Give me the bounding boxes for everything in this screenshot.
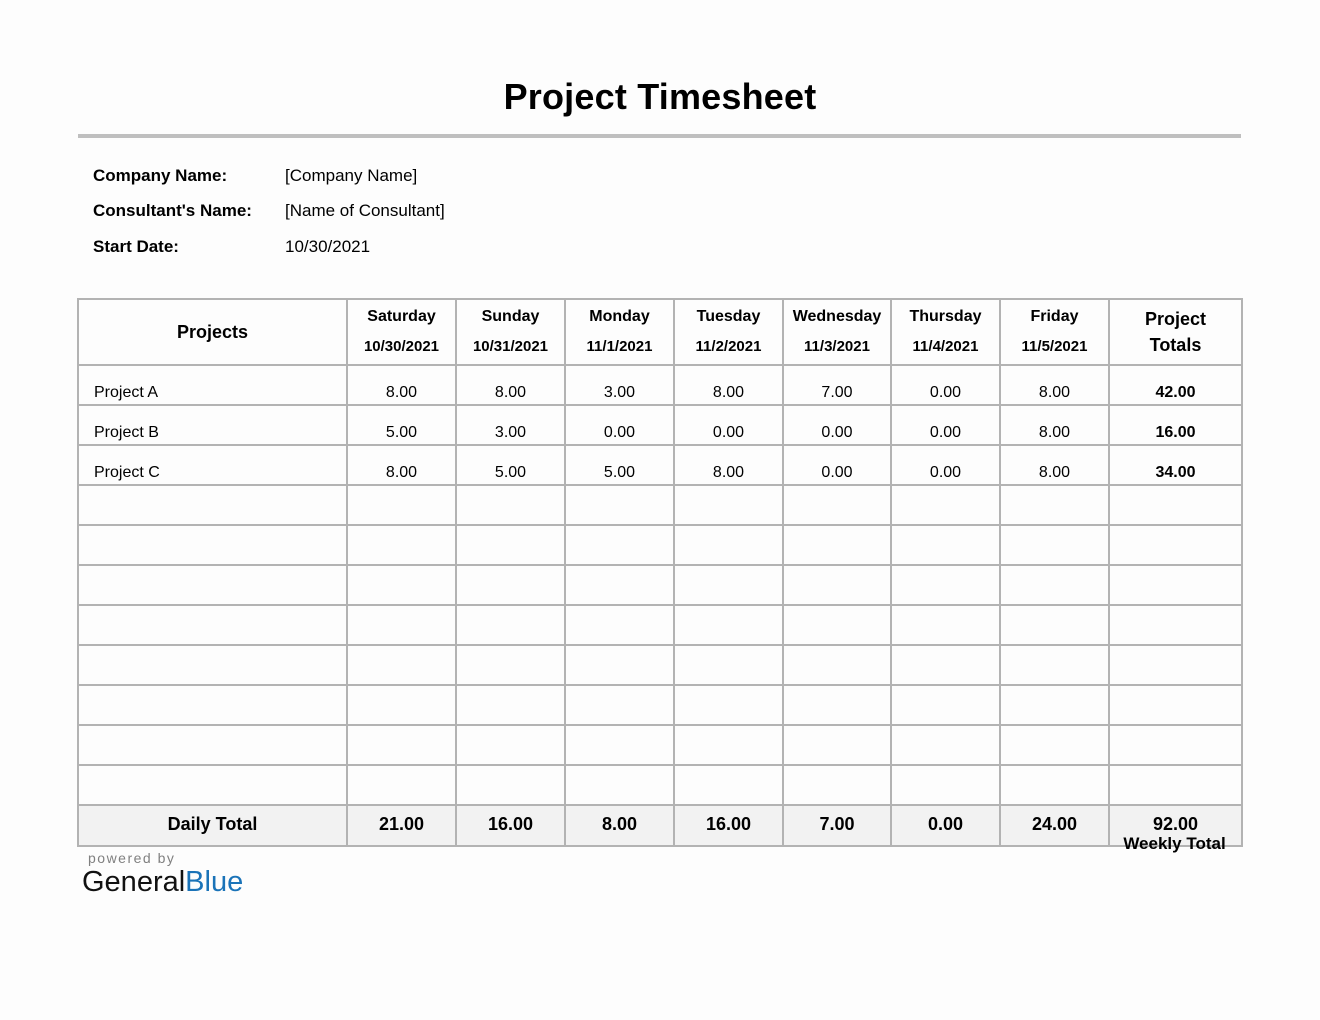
hours-cell[interactable]: 3.00 <box>565 365 674 405</box>
hours-cell[interactable]: 8.00 <box>347 365 456 405</box>
hours-cell[interactable] <box>565 685 674 725</box>
hours-cell[interactable]: 8.00 <box>1000 445 1109 485</box>
start-date-value[interactable]: 10/30/2021 <box>285 237 371 256</box>
brand-blue: Blue <box>185 866 244 898</box>
hours-cell[interactable]: 0.00 <box>891 405 1000 445</box>
project-name-cell[interactable] <box>78 765 347 805</box>
hours-cell[interactable] <box>456 485 565 525</box>
daily-total-cell: 16.00 <box>674 805 783 846</box>
hours-cell[interactable] <box>783 725 891 765</box>
header-row <box>78 299 1242 365</box>
project-total-cell <box>1109 645 1242 685</box>
table-row-empty <box>78 765 1242 805</box>
hours-cell[interactable] <box>347 525 456 565</box>
table-row-empty <box>78 565 1242 605</box>
powered-by-text: powered by <box>88 850 176 866</box>
day-header: Saturday 10/30/2021 <box>347 299 456 365</box>
project-total-cell <box>1109 765 1242 805</box>
hours-cell[interactable] <box>674 605 783 645</box>
project-total-cell <box>1109 565 1242 605</box>
project-name-cell[interactable]: Project B <box>78 405 347 445</box>
project-total-cell <box>1109 725 1242 765</box>
hours-cell[interactable]: 8.00 <box>674 365 783 405</box>
hours-cell[interactable]: 8.00 <box>1000 405 1109 445</box>
hours-cell[interactable] <box>891 605 1000 645</box>
hours-cell[interactable]: 8.00 <box>456 365 565 405</box>
daily-total-cell: 16.00 <box>456 805 565 846</box>
hours-cell[interactable] <box>674 485 783 525</box>
project-name-cell[interactable] <box>78 485 347 525</box>
hours-cell[interactable] <box>565 725 674 765</box>
day-header: Monday 11/1/2021 <box>565 299 674 365</box>
day-header: Tuesday 11/2/2021 <box>674 299 783 365</box>
hours-cell[interactable] <box>891 685 1000 725</box>
hours-cell[interactable] <box>1000 685 1109 725</box>
hours-cell[interactable] <box>891 765 1000 805</box>
hours-cell[interactable] <box>674 765 783 805</box>
hours-cell[interactable]: 0.00 <box>565 405 674 445</box>
hours-cell[interactable] <box>347 725 456 765</box>
weekly-total-value: 92.00 <box>1109 805 1242 846</box>
title-divider <box>78 134 1241 138</box>
hours-cell[interactable]: 5.00 <box>347 405 456 445</box>
weekly-total-label: Weekly Total <box>1123 834 1226 853</box>
hours-cell[interactable] <box>783 565 891 605</box>
consultant-label: Consultant's Name: <box>93 201 252 220</box>
hours-cell[interactable] <box>783 765 891 805</box>
company-value[interactable]: [Company Name] <box>285 166 418 185</box>
daily-total-cell: 24.00 <box>1000 805 1109 846</box>
daily-total-cell: 7.00 <box>783 805 891 846</box>
project-name-cell[interactable] <box>78 645 347 685</box>
hours-cell[interactable] <box>1000 565 1109 605</box>
hours-cell[interactable] <box>347 685 456 725</box>
hours-cell[interactable] <box>347 485 456 525</box>
hours-cell[interactable] <box>1000 725 1109 765</box>
hours-cell[interactable] <box>456 565 565 605</box>
project-name-cell[interactable] <box>78 685 347 725</box>
brand-general: General <box>82 866 186 898</box>
hours-cell[interactable] <box>1000 605 1109 645</box>
project-total-cell <box>1109 605 1242 645</box>
hours-cell[interactable] <box>1000 525 1109 565</box>
hours-cell[interactable] <box>674 685 783 725</box>
hours-cell[interactable] <box>891 725 1000 765</box>
day-header: Wednesday 11/3/2021 <box>783 299 891 365</box>
hours-cell[interactable]: 0.00 <box>891 445 1000 485</box>
hours-cell[interactable] <box>456 605 565 645</box>
hours-cell[interactable]: 3.00 <box>456 405 565 445</box>
project-total-cell <box>1109 525 1242 565</box>
hours-cell[interactable] <box>456 525 565 565</box>
table-row-empty <box>78 685 1242 725</box>
table-row-empty <box>78 525 1242 565</box>
hours-cell[interactable] <box>674 645 783 685</box>
project-total-cell <box>1109 485 1242 525</box>
hours-cell[interactable] <box>456 765 565 805</box>
project-total-cell: 42.00 <box>1109 365 1242 405</box>
project-name-cell[interactable] <box>78 725 347 765</box>
daily-total-label: Daily Total <box>78 805 347 846</box>
project-name-cell[interactable] <box>78 525 347 565</box>
hours-cell[interactable]: 0.00 <box>783 405 891 445</box>
hours-cell[interactable]: 5.00 <box>565 445 674 485</box>
hours-cell[interactable] <box>674 725 783 765</box>
day-header: Sunday 10/31/2021 <box>456 299 565 365</box>
hours-cell[interactable] <box>347 565 456 605</box>
daily-total-cell: 8.00 <box>565 805 674 846</box>
hours-cell[interactable] <box>565 525 674 565</box>
hours-cell[interactable] <box>674 565 783 605</box>
table-row-empty <box>78 485 1242 525</box>
hours-cell[interactable]: 5.00 <box>456 445 565 485</box>
project-total-cell: 34.00 <box>1109 445 1242 485</box>
hours-cell[interactable]: 8.00 <box>1000 365 1109 405</box>
hours-cell[interactable] <box>565 485 674 525</box>
table-row-empty <box>78 645 1242 685</box>
project-total-cell <box>1109 685 1242 725</box>
hours-cell[interactable] <box>347 605 456 645</box>
hours-cell[interactable] <box>783 685 891 725</box>
hours-cell[interactable]: 0.00 <box>783 445 891 485</box>
hours-cell[interactable]: 7.00 <box>783 365 891 405</box>
project-name-cell[interactable]: Project A <box>78 365 347 405</box>
hours-cell[interactable] <box>347 645 456 685</box>
timesheet-table <box>77 298 1243 847</box>
day-header: Thursday 11/4/2021 <box>891 299 1000 365</box>
hours-cell[interactable] <box>1000 765 1109 805</box>
hours-cell[interactable] <box>891 645 1000 685</box>
daily-total-cell: 21.00 <box>347 805 456 846</box>
company-label: Company Name: <box>93 166 228 185</box>
start-date-label: Start Date: <box>93 237 179 256</box>
hours-cell[interactable] <box>565 765 674 805</box>
hours-cell[interactable] <box>1000 485 1109 525</box>
daily-total-cell: 0.00 <box>891 805 1000 846</box>
hours-cell[interactable] <box>456 685 565 725</box>
hours-cell[interactable] <box>565 565 674 605</box>
table-row <box>78 445 1242 485</box>
page-title: Project Timesheet <box>503 76 817 117</box>
generalblue-logo[interactable] <box>82 866 243 899</box>
hours-cell[interactable] <box>565 645 674 685</box>
hours-cell[interactable] <box>1000 645 1109 685</box>
hours-cell[interactable] <box>783 605 891 645</box>
hours-cell[interactable] <box>891 565 1000 605</box>
table-row-empty <box>78 725 1242 765</box>
hours-cell[interactable]: 8.00 <box>347 445 456 485</box>
day-header: Friday 11/5/2021 <box>1000 299 1109 365</box>
hours-cell[interactable] <box>456 645 565 685</box>
project-total-cell: 16.00 <box>1109 405 1242 445</box>
daily-total-row <box>78 805 1242 846</box>
hours-cell[interactable] <box>891 525 1000 565</box>
project-totals-header: Project Totals <box>1109 299 1242 365</box>
table-row <box>78 405 1242 445</box>
project-name-cell[interactable] <box>78 565 347 605</box>
hours-cell[interactable]: 0.00 <box>674 405 783 445</box>
table-row <box>78 365 1242 405</box>
hours-cell[interactable] <box>565 605 674 645</box>
project-name-cell[interactable] <box>78 605 347 645</box>
consultant-value[interactable]: [Name of Consultant] <box>285 201 445 220</box>
table-row-empty <box>78 605 1242 645</box>
hours-cell[interactable]: 0.00 <box>891 365 1000 405</box>
hours-cell[interactable] <box>783 485 891 525</box>
hours-cell[interactable] <box>891 485 1000 525</box>
hours-cell[interactable] <box>783 525 891 565</box>
hours-cell[interactable] <box>783 645 891 685</box>
projects-header: Projects <box>78 299 347 365</box>
hours-cell[interactable] <box>347 765 456 805</box>
project-name-cell[interactable]: Project C <box>78 445 347 485</box>
hours-cell[interactable] <box>674 525 783 565</box>
hours-cell[interactable] <box>456 725 565 765</box>
hours-cell[interactable]: 8.00 <box>674 445 783 485</box>
